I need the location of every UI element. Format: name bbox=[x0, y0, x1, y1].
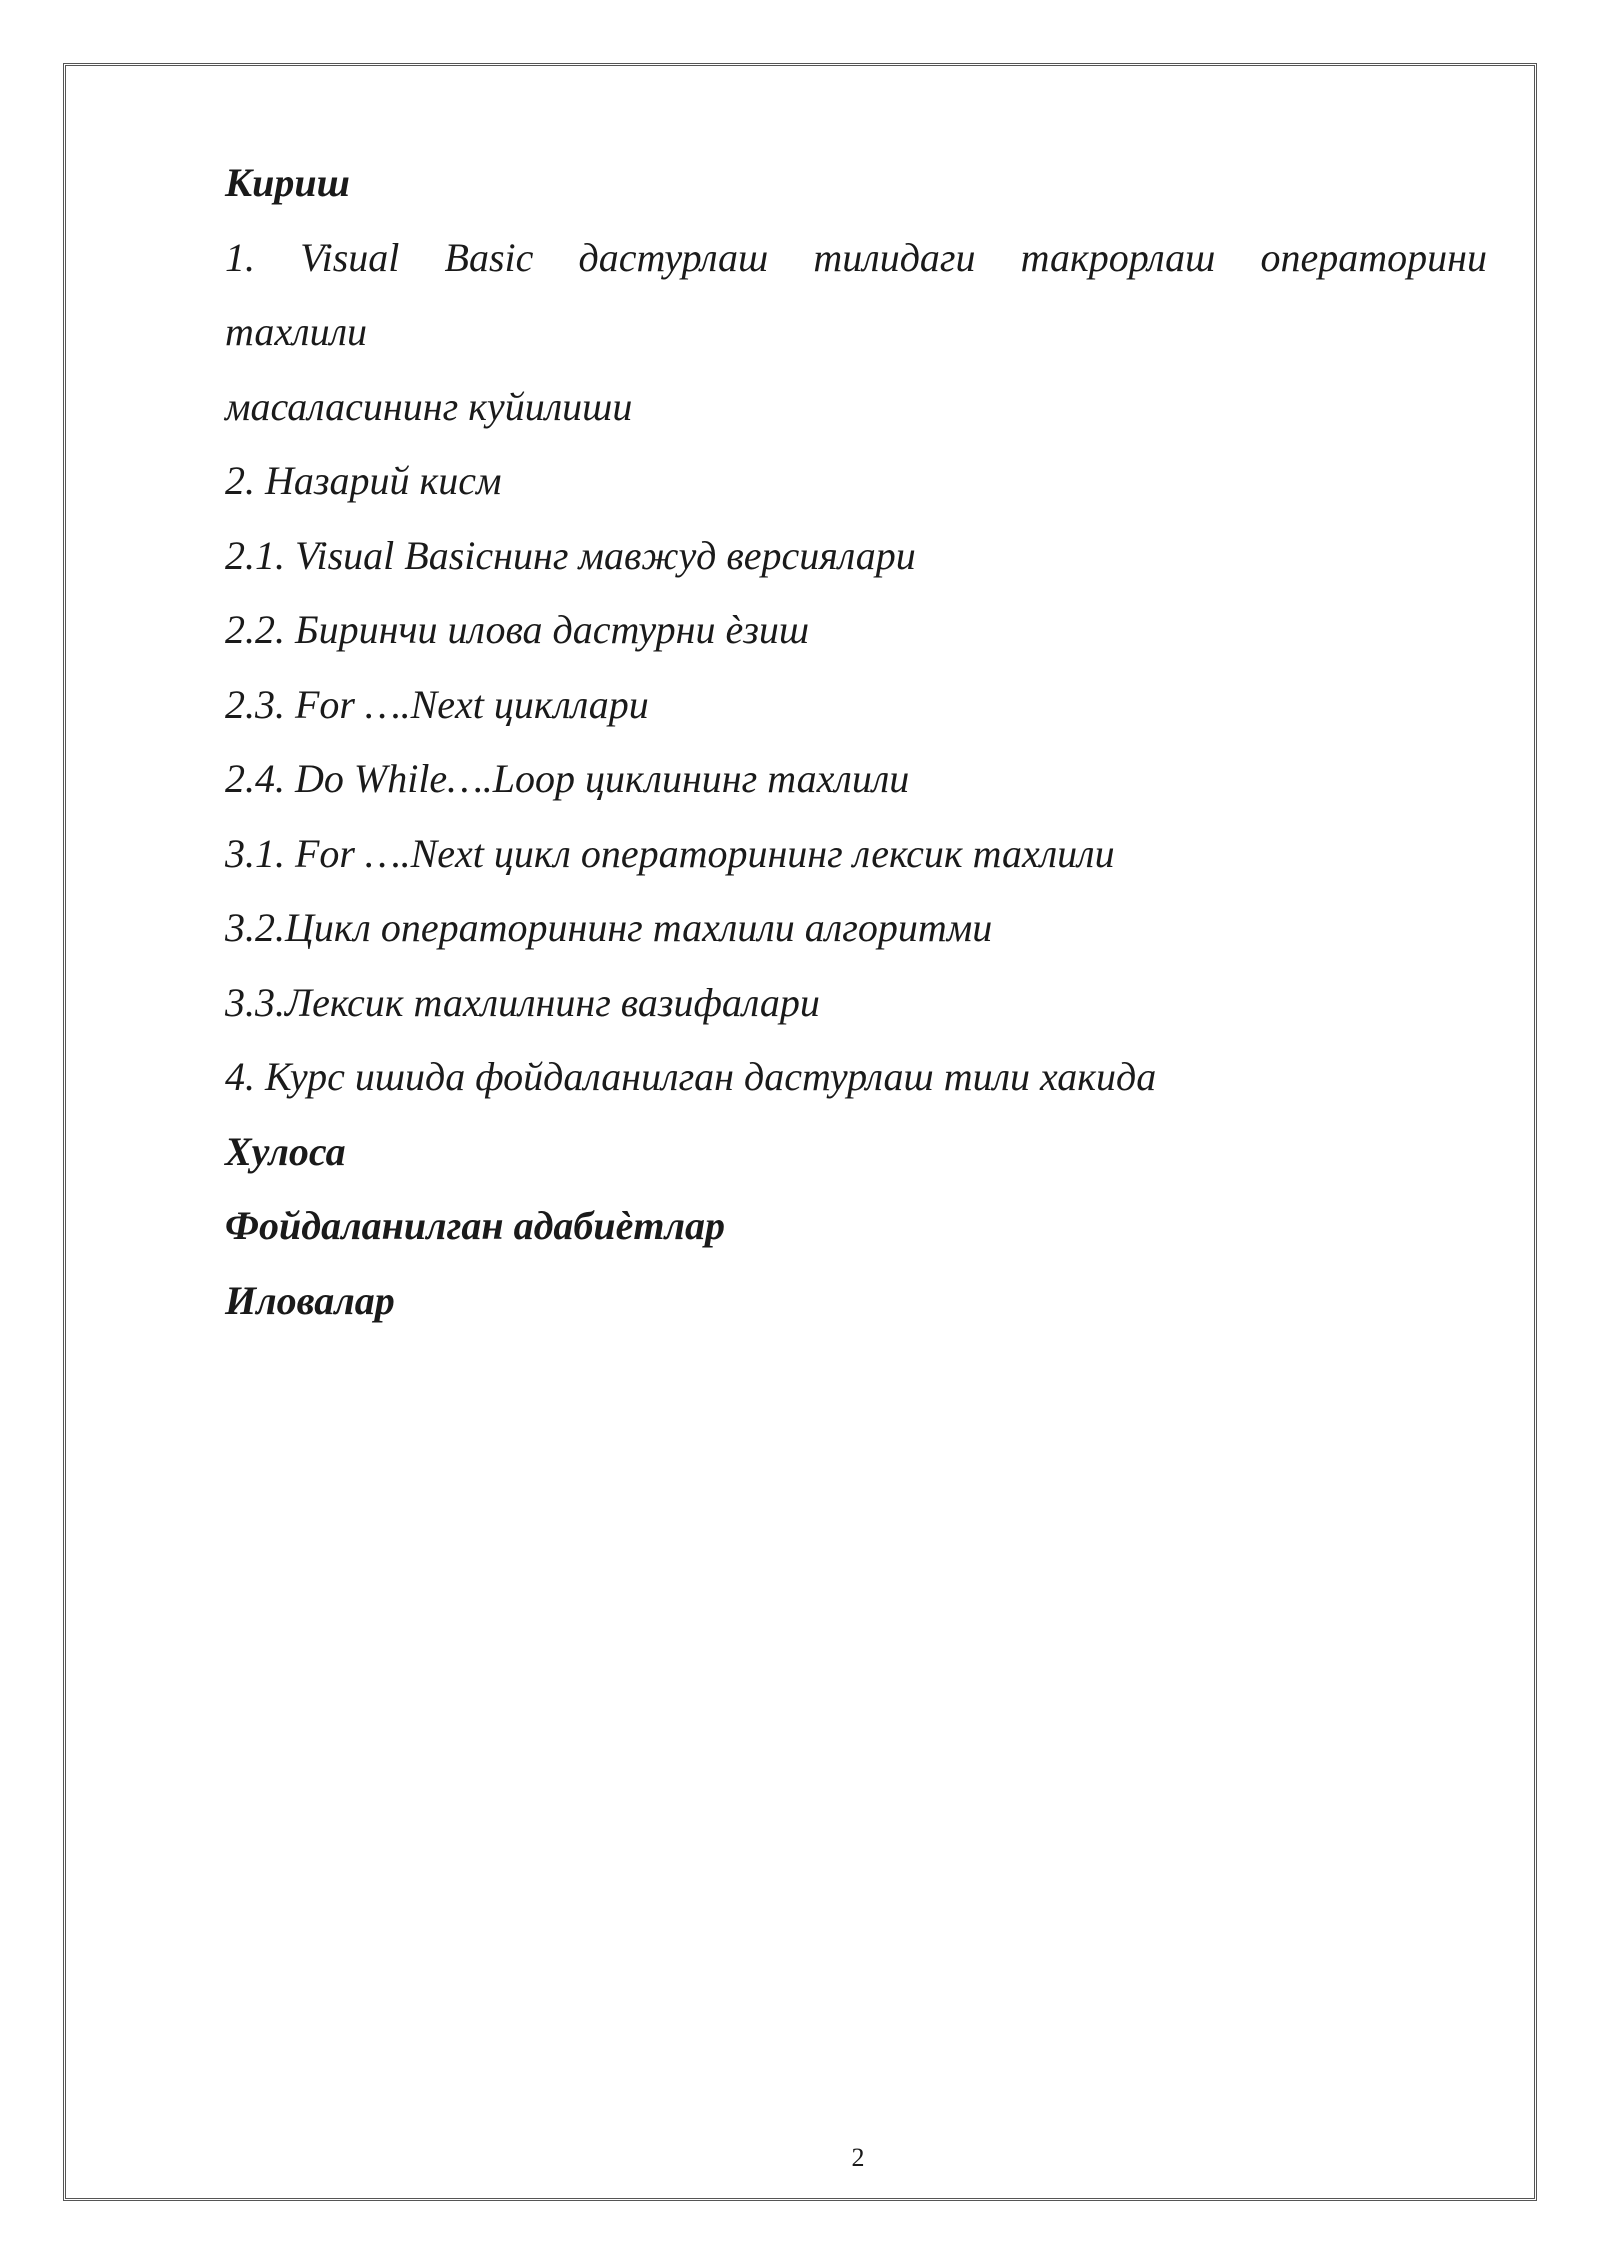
toc-appendices: Иловалар bbox=[225, 1277, 395, 1323]
toc-item-1-word: Visual bbox=[300, 234, 400, 280]
page-number: 2 bbox=[851, 2143, 865, 2172]
toc-item-1-continuation: тахлили bbox=[225, 309, 368, 354]
toc-item-1-word: дастурлаш bbox=[578, 234, 769, 280]
toc-item-1-word: 1. bbox=[225, 234, 255, 280]
toc-item-3-2: 3.2.Цикл операторининг тахлили алгоритми bbox=[225, 905, 993, 950]
toc-item-2-2: 2.2. Биринчи илова дастурни ѐзиш bbox=[225, 607, 810, 652]
toc-item-2-1: 2.1. Visual Basicнинг мавжуд версиялари bbox=[225, 532, 916, 578]
toc-item-4: 4. Курс ишида фойдаланилган дастурлаш тили хакида bbox=[225, 1054, 1157, 1099]
toc-item-1-word: операторини bbox=[1260, 234, 1487, 280]
toc-item-3-1: 3.1. For ….Next цикл операторининг лексик тахлили bbox=[225, 830, 1115, 876]
toc-item-2: 2. Назарий кисм bbox=[225, 458, 502, 503]
toc-item-1 bbox=[225, 221, 1487, 296]
toc-item-1-word: тилидаги bbox=[813, 234, 976, 280]
toc-item-1-word: Basic bbox=[444, 234, 534, 280]
toc-item-2-4: 2.4. Do While….Loop циклининг тахлили bbox=[225, 756, 910, 801]
toc-item-1-word: такрорлаш bbox=[1020, 234, 1216, 280]
toc-item-1-continuation-2: масаласининг куйилиши bbox=[225, 383, 633, 429]
table-of-contents bbox=[225, 146, 1487, 1338]
toc-references: Фойдаланилган адабиѐтлар bbox=[225, 1203, 726, 1248]
toc-conclusion: Хулоса bbox=[225, 1128, 346, 1174]
toc-item-2-3: 2.3. For ….Next цикллари bbox=[225, 681, 649, 727]
toc-item-3-3: 3.3.Лексик тахлилнинг вазифалари bbox=[225, 979, 820, 1025]
toc-intro: Кириш bbox=[225, 160, 350, 205]
